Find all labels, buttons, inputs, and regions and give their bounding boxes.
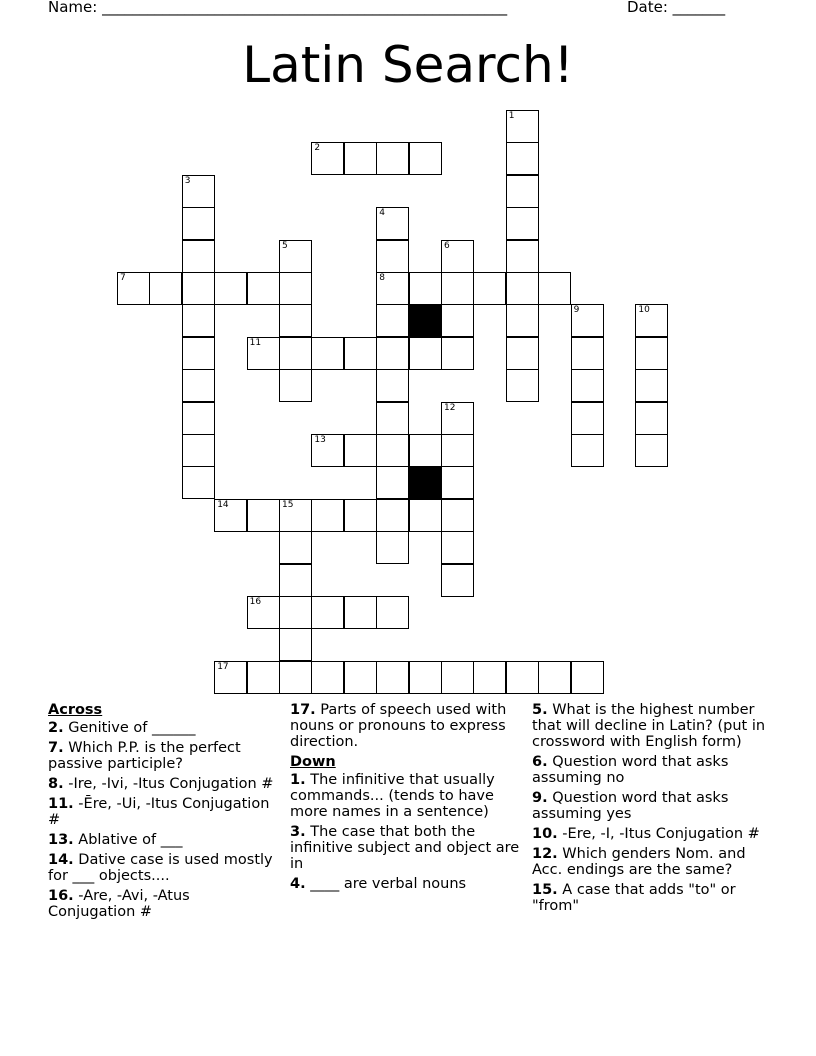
grid-cell[interactable] — [247, 499, 280, 532]
cell-number: 8 — [379, 273, 385, 283]
grid-cell[interactable] — [571, 337, 604, 370]
grid-cell[interactable] — [376, 466, 409, 499]
clue-number: 1. — [290, 772, 306, 788]
grid-cell[interactable] — [344, 142, 377, 175]
cell-number: 17 — [217, 661, 229, 672]
clue-down-10 — [532, 826, 768, 842]
clues-column-1 — [48, 702, 280, 924]
cell-number: 9 — [573, 305, 580, 316]
clue-number: 2. — [48, 720, 64, 736]
clue-number: 7. — [48, 740, 64, 756]
cell-number: 4 — [379, 208, 385, 219]
clue-across-14 — [48, 852, 280, 884]
grid-cell[interactable] — [279, 596, 312, 629]
clue-down-9 — [532, 790, 768, 822]
grid-cell[interactable] — [344, 499, 377, 532]
grid-cell[interactable] — [311, 337, 344, 370]
clue-text: -Are, -Avi, -Atus Conjugation # — [48, 888, 190, 920]
cell-number: 11 — [249, 337, 262, 348]
grid-cell[interactable] — [311, 434, 344, 467]
clue-down-15 — [532, 882, 768, 914]
grid-cell[interactable] — [506, 110, 539, 143]
grid-cell[interactable] — [409, 337, 442, 370]
clue-down-4 — [290, 876, 522, 892]
clue-text: -Ēre, -Ui, -Itus Conjugation # — [48, 796, 270, 828]
clues-column-3 — [532, 702, 768, 918]
clue-across-11 — [48, 796, 280, 828]
grid-cell[interactable] — [279, 661, 312, 694]
clue-text: The case that both the infinitive subject and object are in — [290, 824, 520, 872]
grid-cell[interactable] — [441, 304, 474, 337]
grid-cell[interactable] — [117, 272, 150, 305]
grid-cell[interactable] — [441, 434, 474, 467]
grid-cell[interactable] — [571, 434, 604, 467]
grid-cell[interactable] — [279, 564, 312, 597]
grid-cell[interactable] — [571, 369, 604, 402]
clue-number: 3. — [290, 824, 306, 840]
cell-number: 6 — [444, 240, 450, 251]
grid-cell[interactable] — [538, 272, 571, 305]
grid-cell[interactable] — [506, 304, 539, 337]
grid-cell[interactable] — [441, 531, 474, 564]
grid-cell[interactable] — [409, 499, 442, 532]
grid-cell[interactable] — [571, 661, 604, 694]
clue-number: 9. — [532, 790, 548, 806]
grid-block — [409, 304, 442, 337]
clue-down-1 — [290, 772, 522, 820]
grid-cell[interactable] — [182, 337, 215, 370]
grid-cell[interactable] — [441, 466, 474, 499]
grid-cell[interactable] — [182, 207, 215, 240]
grid-cell[interactable] — [441, 661, 474, 694]
grid-cell[interactable] — [344, 661, 377, 694]
grid-cell[interactable] — [247, 661, 280, 694]
date-field[interactable]: Date: _______ — [627, 0, 726, 16]
grid-cell[interactable] — [376, 240, 409, 273]
grid-cell[interactable] — [441, 337, 474, 370]
grid-cell[interactable] — [635, 337, 668, 370]
clue-text: Genitive of ______ — [68, 720, 196, 736]
clue-text: Question word that asks assuming no — [532, 754, 729, 786]
cell-number: 2 — [314, 143, 321, 154]
cell-number: 12 — [444, 402, 456, 413]
grid-cell[interactable] — [279, 628, 312, 661]
grid-cell[interactable] — [376, 337, 409, 370]
clue-text: Dative case is used mostly for ___ objects.... — [48, 852, 273, 884]
grid-cell[interactable] — [506, 142, 539, 175]
cell-number: 1 — [508, 111, 515, 121]
grid-cell[interactable] — [441, 564, 474, 597]
cell-number: 5 — [282, 240, 288, 251]
grid-cell[interactable] — [344, 434, 377, 467]
cell-number: 15 — [282, 499, 294, 510]
clue-number: 5. — [532, 702, 548, 718]
grid-cell[interactable] — [344, 337, 377, 370]
grid-cell[interactable] — [376, 434, 409, 467]
grid-cell[interactable] — [311, 661, 344, 694]
grid-cell[interactable] — [376, 661, 409, 694]
grid-cell[interactable] — [506, 240, 539, 273]
clues-column-2 — [290, 702, 522, 896]
grid-cell[interactable] — [279, 240, 312, 273]
clue-across-2 — [48, 720, 280, 736]
grid-cell[interactable] — [279, 369, 312, 402]
grid-cell[interactable] — [473, 661, 506, 694]
grid-cell[interactable] — [279, 499, 312, 532]
grid-cell[interactable] — [376, 369, 409, 402]
grid-cell[interactable] — [635, 402, 668, 435]
grid-cell[interactable] — [376, 499, 409, 532]
clue-number: 10. — [532, 826, 558, 842]
clue-text: Which P.P. is the perfect passive participle? — [48, 740, 241, 772]
grid-cell[interactable] — [182, 434, 215, 467]
grid-cell[interactable] — [376, 402, 409, 435]
grid-cell[interactable] — [376, 207, 409, 240]
grid-cell[interactable] — [279, 531, 312, 564]
page-title: Latin Search! — [242, 36, 574, 94]
grid-cell[interactable] — [441, 402, 474, 435]
grid-cell[interactable] — [506, 207, 539, 240]
grid-cell[interactable] — [571, 402, 604, 435]
grid-cell[interactable] — [376, 142, 409, 175]
clue-text: Parts of speech used with nouns or pronouns to express direction. — [290, 702, 507, 750]
clue-across-7 — [48, 740, 280, 772]
cell-number: 14 — [217, 499, 229, 510]
clue-number: 4. — [290, 876, 306, 892]
grid-cell[interactable] — [409, 272, 442, 305]
grid-cell[interactable] — [311, 499, 344, 532]
grid-cell[interactable] — [571, 304, 604, 337]
clue-text: ____ are verbal nouns — [310, 876, 467, 892]
grid-cell[interactable] — [441, 499, 474, 532]
down-heading: Down — [290, 754, 336, 770]
clue-number: 14. — [48, 852, 74, 868]
grid-cell[interactable] — [409, 434, 442, 467]
clue-number: 6. — [532, 754, 548, 770]
grid-cell[interactable] — [506, 175, 539, 208]
clue-text: -Ere, -I, -Itus Conjugation # — [562, 826, 760, 842]
grid-cell[interactable] — [214, 661, 247, 694]
clue-text: Which genders Nom. and Acc. endings are the same? — [532, 846, 746, 878]
grid-cell[interactable] — [376, 272, 409, 305]
across-heading: Across — [48, 702, 103, 718]
grid-cell[interactable] — [473, 272, 506, 305]
clue-number: 8. — [48, 776, 64, 792]
grid-cell[interactable] — [182, 369, 215, 402]
clue-across-17 — [290, 702, 522, 750]
grid-cell[interactable] — [506, 337, 539, 370]
grid-cell[interactable] — [311, 142, 344, 175]
cell-number: 3 — [184, 175, 191, 186]
clue-text: -Ire, -Ivi, -Itus Conjugation # — [68, 776, 274, 792]
grid-cell[interactable] — [441, 240, 474, 273]
grid-cell[interactable] — [506, 661, 539, 694]
clue-across-16 — [48, 888, 280, 920]
grid-cell[interactable] — [376, 596, 409, 629]
clue-across-8 — [48, 776, 280, 792]
cell-number: 16 — [249, 597, 262, 607]
grid-cell[interactable] — [182, 175, 215, 208]
grid-cell[interactable] — [409, 661, 442, 694]
clue-number: 12. — [532, 846, 558, 862]
grid-cell[interactable] — [409, 142, 442, 175]
cell-number: 10 — [638, 305, 650, 316]
grid-cell[interactable] — [279, 272, 312, 305]
clue-number: 16. — [48, 888, 74, 904]
grid-cell[interactable] — [344, 596, 377, 629]
clue-number: 17. — [290, 702, 316, 718]
clue-across-13 — [48, 832, 280, 848]
grid-cell[interactable] — [214, 272, 247, 305]
grid-cell[interactable] — [149, 272, 182, 305]
grid-cell[interactable] — [182, 304, 215, 337]
grid-cell[interactable] — [182, 402, 215, 435]
grid-cell[interactable] — [311, 596, 344, 629]
grid-cell[interactable] — [279, 337, 312, 370]
clue-number: 13. — [48, 832, 74, 848]
grid-cell[interactable] — [182, 466, 215, 499]
grid-cell[interactable] — [247, 272, 280, 305]
grid-cell[interactable] — [376, 531, 409, 564]
clue-text: A case that adds "to" or "from" — [532, 882, 736, 914]
grid-cell[interactable] — [279, 304, 312, 337]
grid-cell[interactable] — [635, 304, 668, 337]
clue-down-3 — [290, 824, 522, 872]
clue-text: Question word that asks assuming yes — [532, 790, 729, 822]
cell-number: 13 — [314, 435, 326, 445]
clue-number: 11. — [48, 796, 74, 812]
grid-cell[interactable] — [635, 369, 668, 402]
clue-down-6 — [532, 754, 768, 786]
grid-cell[interactable] — [247, 596, 280, 629]
clue-number: 15. — [532, 882, 558, 898]
clue-text: What is the highest number that will decline in Latin? (put in crossword with English form) — [532, 702, 766, 750]
cell-number: 7 — [120, 273, 126, 283]
grid-cell[interactable] — [506, 369, 539, 402]
grid-cell[interactable] — [214, 499, 247, 532]
grid-cell[interactable] — [441, 272, 474, 305]
clue-text: Ablative of ___ — [78, 832, 183, 848]
clue-down-12 — [532, 846, 768, 878]
grid-cell[interactable] — [635, 434, 668, 467]
name-field[interactable]: Name: ______________________________________________________ — [48, 0, 508, 16]
grid-block — [409, 466, 442, 499]
clue-text: The infinitive that usually commands... (tends to have more names in a sentence) — [290, 772, 495, 820]
grid-cell[interactable] — [182, 272, 215, 305]
grid-cell[interactable] — [538, 661, 571, 694]
grid-cell[interactable] — [247, 337, 280, 370]
grid-cell[interactable] — [506, 272, 539, 305]
grid-cell[interactable] — [376, 304, 409, 337]
grid-cell[interactable] — [182, 240, 215, 273]
clue-down-5 — [532, 702, 768, 750]
